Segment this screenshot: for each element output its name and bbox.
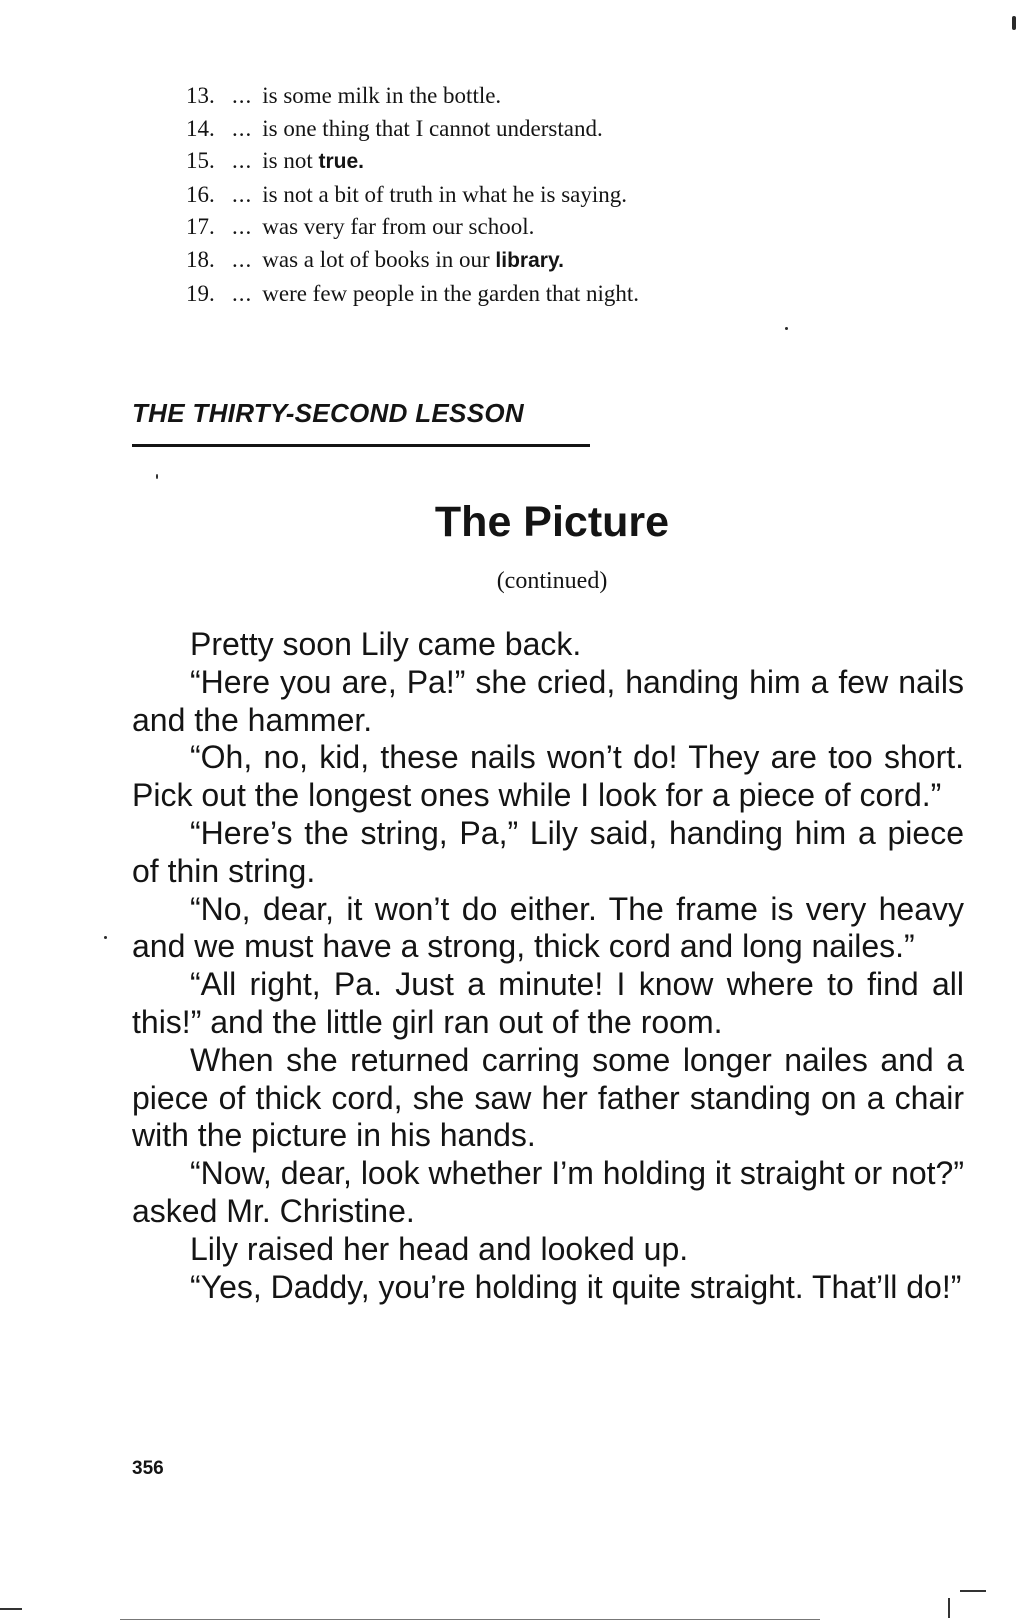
- exercise-item: [186, 145, 639, 179]
- story-paragraph: “Here you are, Pa!” she cried, handing him a few nails and the hammer.: [132, 663, 964, 738]
- exercise-blank: ...: [232, 181, 253, 207]
- exercise-item: [186, 244, 639, 278]
- exercise-text: is not a bit of truth in what he is saying.: [262, 181, 628, 207]
- exercise-text: is one thing that I cannot understand.: [262, 115, 603, 141]
- story-title: The Picture: [434, 498, 670, 546]
- exercise-item: [186, 179, 639, 212]
- exercise-number: 15.: [186, 148, 215, 174]
- story-paragraph: Pretty soon Lily came back.: [190, 626, 582, 662]
- story-paragraph: “Here’s the string, Pa,” Lily said, handing him a piece of thin string.: [132, 814, 964, 889]
- scan-speck: [1012, 16, 1016, 30]
- story-paragraph: Lily raised her head and looked up.: [190, 1230, 689, 1267]
- exercise-text: is not: [262, 148, 313, 174]
- exercise-text: was very far from our school.: [262, 214, 535, 240]
- exercise-item: [186, 211, 639, 244]
- heading-underline: [132, 444, 590, 447]
- story-body: [132, 626, 964, 1306]
- exercise-number: 17.: [186, 214, 215, 240]
- lesson-heading: THE THIRTY-SECOND LESSON: [132, 398, 524, 428]
- scan-edge-mark: [120, 1619, 820, 1620]
- story-paragraph: “All right, Pa. Just a minute! I know where to find all this!” and the little girl ran out of the room.: [132, 966, 964, 1040]
- exercise-blank: ...: [232, 115, 253, 141]
- exercise-item: [186, 113, 639, 146]
- scan-speck: [156, 474, 158, 479]
- exercise-text: is some milk in the bottle.: [262, 83, 502, 108]
- exercise-number: 14.: [186, 115, 215, 141]
- exercise-bold-word: library.: [495, 248, 564, 272]
- exercise-blank: ...: [232, 280, 253, 306]
- story-paragraph: “No, dear, it won’t do either. The frame is very heavy and we must have a strong, thick cord and long nailes.”: [132, 890, 964, 965]
- exercise-text: was a lot of books in our: [262, 246, 490, 272]
- scan-speck: [104, 936, 107, 939]
- exercise-number: 13.: [186, 83, 215, 108]
- story-paragraph: “Yes, Daddy, you’re holding it quite straight. That’ll do!”: [190, 1268, 962, 1305]
- exercise-bold-word: true.: [318, 150, 364, 174]
- page-number: 356: [132, 1458, 164, 1479]
- scan-edge-mark: [948, 1598, 950, 1618]
- exercise-number: 18.: [186, 246, 215, 272]
- exercise-number: 16.: [186, 181, 215, 207]
- exercise-blank: ...: [232, 83, 253, 108]
- story-paragraph: “Now, dear, look whether I’m holding it straight or not?” asked Mr. Christine.: [132, 1155, 964, 1229]
- exercise-number: 19.: [186, 280, 215, 306]
- exercise-text: were few people in the garden that night.: [262, 280, 640, 306]
- exercise-item: [186, 80, 639, 113]
- scan-edge-mark: [960, 1590, 986, 1592]
- story-subtitle: (continued): [496, 568, 608, 594]
- story-paragraph: When she returned carring some longer nailes and a piece of thick cord, she saw her father standing on a chair with the picture in his hands.: [132, 1041, 964, 1154]
- exercise-item: [186, 278, 639, 311]
- scan-speck: [785, 327, 788, 330]
- exercise-list: [186, 80, 639, 310]
- story-paragraph: “Oh, no, kid, these nails won’t do! They are too short. Pick out the longest ones while I look for a piece of cord.”: [132, 739, 964, 814]
- scan-edge-mark: [0, 1608, 22, 1610]
- exercise-blank: ...: [232, 214, 253, 240]
- exercise-blank: ...: [232, 246, 253, 272]
- exercise-blank: ...: [232, 148, 253, 174]
